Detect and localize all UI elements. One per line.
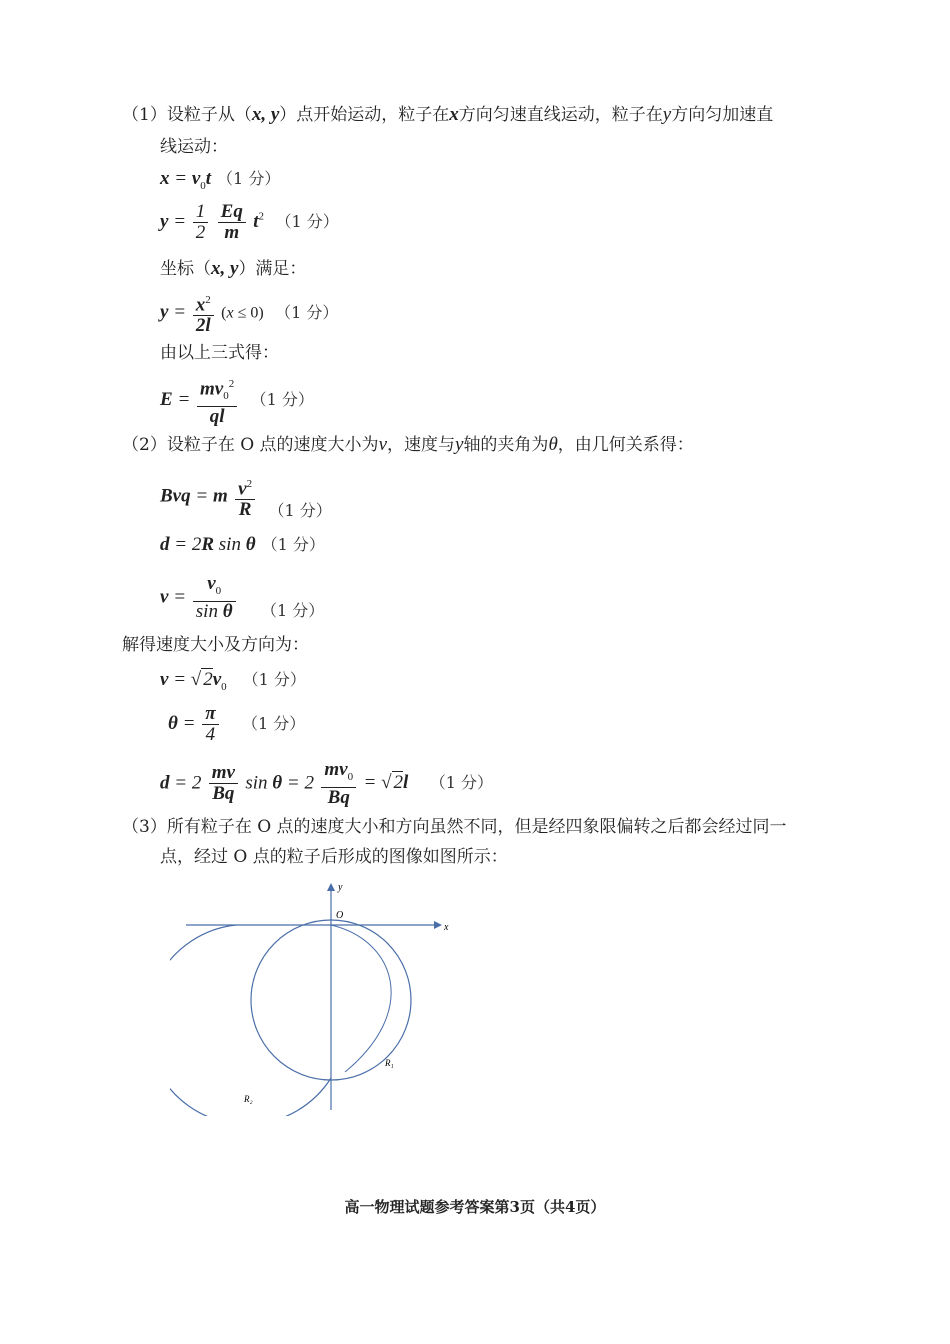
y-axis-label: y [338,882,343,893]
eq-lorentz: Bvq = m $\frac{v^2}{R}$ （1 分） [160,474,332,520]
part1-intro: （1）设粒子从（x, y）点开始运动，粒子在x方向匀速直线运动，粒子在y方向匀加速直 [122,104,774,125]
derive-line: 由以上三式得： [160,343,279,363]
hatched-region [331,925,406,1075]
part3-line2: 点，经过 O 点的粒子后形成的图像如图所示： [160,847,508,867]
part1-intro-cont: 线运动： [160,137,228,157]
eq-trajectory: y = $\frac{x^2}{2l}$ (x ≤ 0) （1 分） [160,290,338,336]
coord-line: 坐标（x, y）满足： [160,258,307,279]
page-footer: 高一物理试题参考答案第3页（共4页） [344,1198,606,1216]
part3-line1: （3）所有粒子在 O 点的速度大小和方向虽然不同，但是经四象限偏转之后都会经过同一 [122,817,787,837]
eq-v-result: v = √ $2v_0$ （1 分） [160,669,306,693]
eq-E: E = $\frac{mv_0^2}{ql}$ （1 分） [160,374,314,427]
eq-d-result: d = 2 $\frac{mv}{Bq}$ sin θ = 2 $\frac{mv_0}{Bq}$ = √ 2l （1 分） [160,759,493,808]
origin-label: O [336,910,344,921]
eq-v: v = $\frac{v_0}{\text{sin θ}}$ （1 分） [160,573,325,622]
r1-label: R₁ [385,1058,394,1068]
trajectory-figure [170,876,470,1116]
eq-d: d = 2R sin θ （1 分） [160,534,325,555]
eq-x: $x = v_0t$ （1 分） [160,168,281,192]
circle-r2 [170,925,331,1116]
eq-y: y = $\frac{1}{2}$ $\frac{Eq}{m}$ $t^2$ （1 分） [160,201,339,243]
r2-label: R₂ [244,1094,253,1104]
x-axis-label: x [444,922,449,933]
eq-theta: θ = $\frac{\pi}{4}$ （1 分） [168,703,306,745]
part2-intro: （2）设粒子在 O 点的速度大小为v，速度与y轴的夹角为θ，由几何关系得： [122,434,694,455]
result-line: 解得速度大小及方向为： [122,635,309,655]
